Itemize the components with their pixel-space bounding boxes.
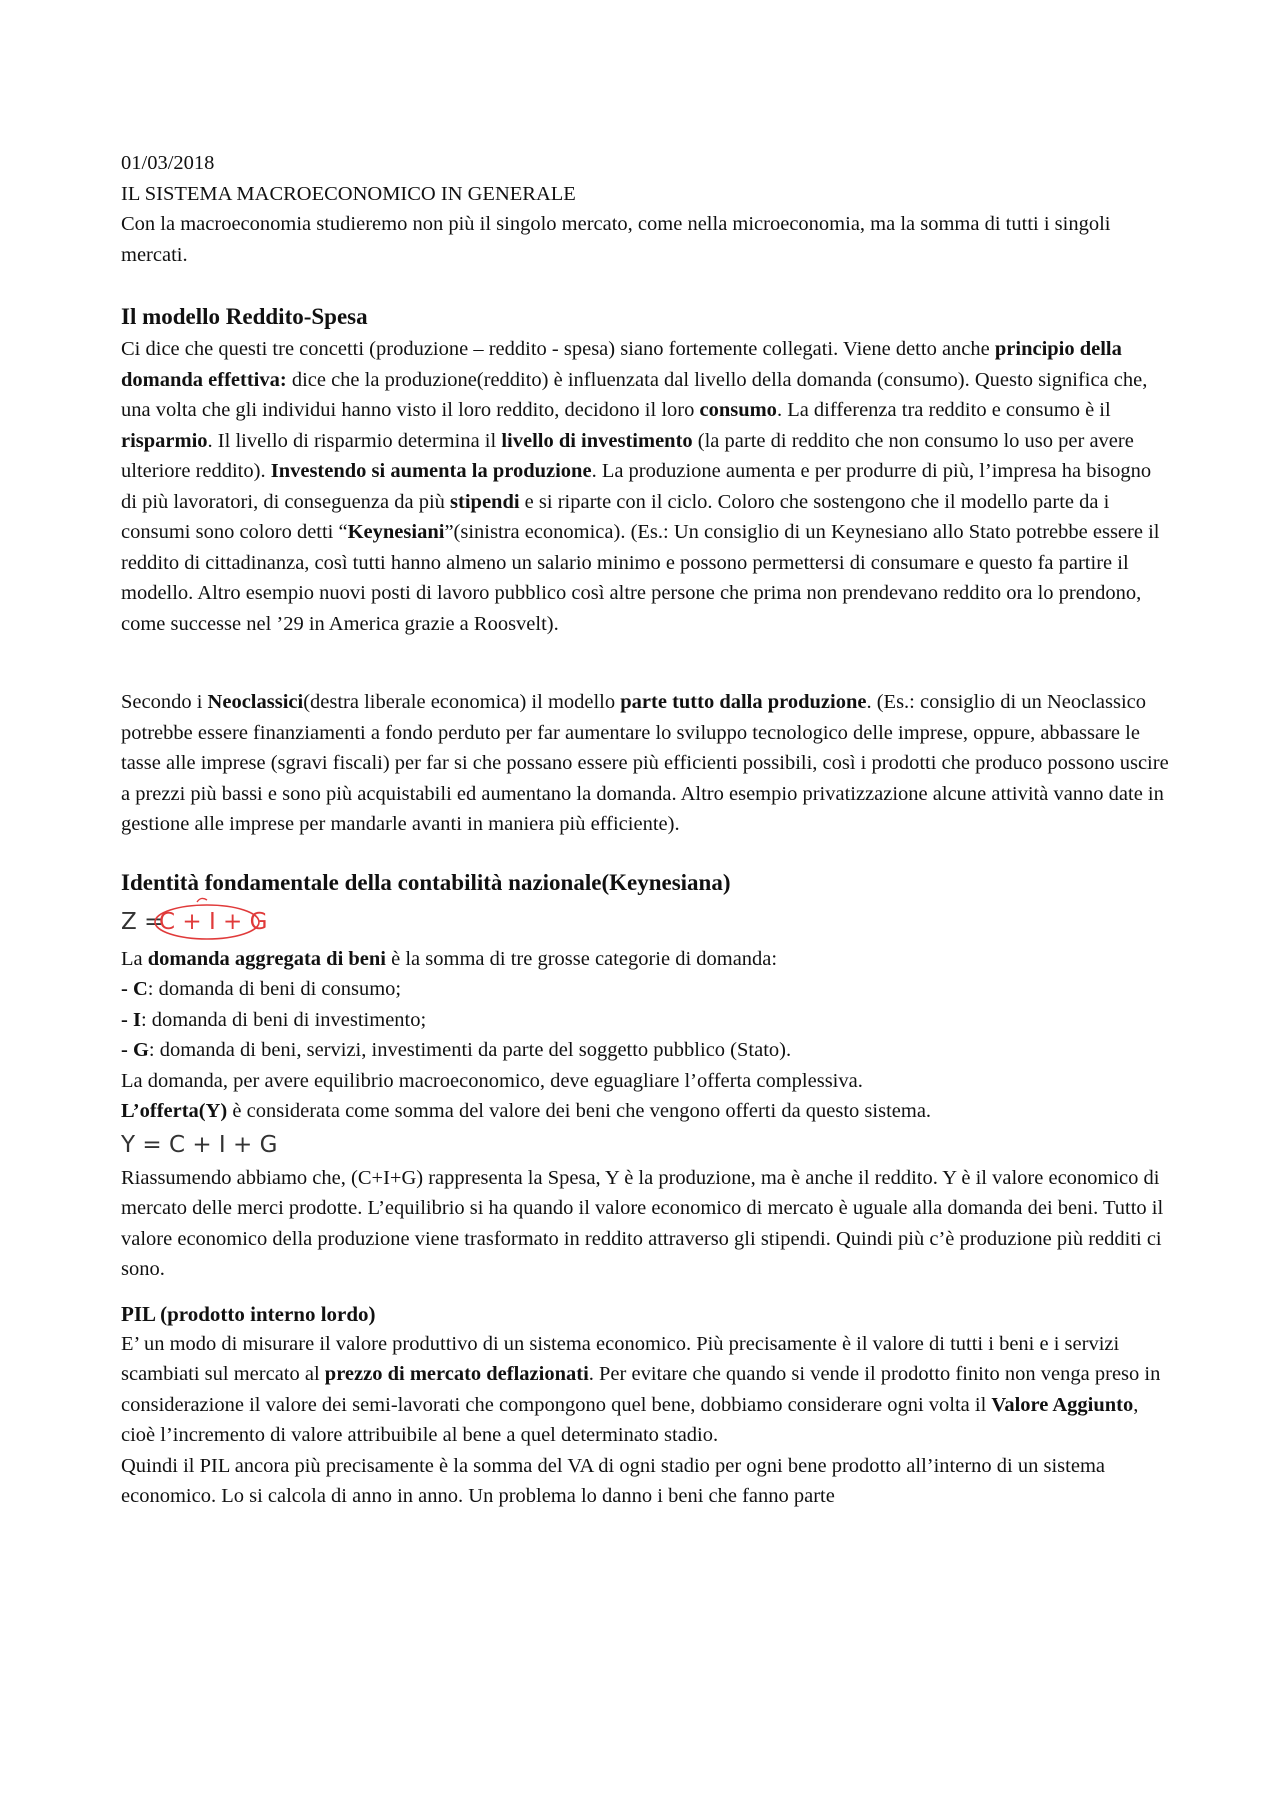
list-item: - G: domanda di beni, servizi, investimenti da parte del soggetto pubblico (Stato). — [121, 1039, 792, 1061]
pil-paragraph: E’ un modo di misurare il valore produttivo di un sistema economico. Più precisamente è il valore di tutti i beni e i servizi scambiati sul mercato al prezzo di mercato deflazionati. Per evitare che quando si vende il prodotto finito non venga preso in considerazione il valore dei semi-lavorati che compongono quel bene, dobbiamo considerare ogni volta il Valore Aggiunto, cioè l’incremento di valore attribuibile al bene a quel determinato stadio. — [121, 1332, 1161, 1446]
list-item: - I: domanda di beni di investimento; — [121, 1008, 427, 1031]
section-heading-reddito-spesa: Il modello Reddito-Spesa — [121, 304, 368, 329]
formula-z-label: Z = — [121, 908, 164, 935]
equilibrio-paragraph: La domanda, per avere equilibrio macroeconomico, deve eguagliare l’offerta complessiva. — [121, 1069, 863, 1092]
section-heading-contabilita: Identità fondamentale della contabilità nazionale(Keynesiana) — [121, 869, 731, 895]
formula-z-image — [121, 900, 1171, 944]
section-heading-pil: PIL (prodotto interno lordo) — [121, 1301, 376, 1326]
pil-paragraph-2: Quindi il PIL ancora più precisamente è la somma del VA di ogni stadio per ogni bene prodotto all’interno di un sistema economico. Lo si calcola di anno in anno. Un problema lo danno i beni che fanno parte — [121, 1454, 1105, 1507]
formula-cig-label: C + I + G — [159, 908, 268, 935]
neoclassici-paragraph: Secondo i Neoclassici(destra liberale economica) il modello parte tutto dalla produzione. (Es.: consiglio di un Neoclassico potrebbe essere finanziamenti a fondo perduto per far aumentare lo sviluppo tecnologico delle imprese, oppure, abbassare le tasse alle imprese (sgravi fiscali) per far si che possano essere più efficienti possibili, così i prodotti che produco possono uscire a prezzi più bassi e sono più acquistabili ed aumentano la domanda. Altro esempio privatizzazione alcune attività vanno date in gestione alle imprese per mandarle avanti in maniera più efficiente). — [121, 691, 1169, 835]
date: 01/03/2018 — [121, 152, 215, 174]
offerta-paragraph: L’offerta(Y) è considerata come somma del valore dei beni che vengono offerti da questo sistema. — [121, 1100, 932, 1122]
reddito-spesa-paragraph: Ci dice che questi tre concetti (produzione – reddito - spesa) siano fortemente collegati. Viene detto anche principio della domanda effettiva: dice che la produzione(reddito) è influenzata dal livello della domanda (consumo). Questo significa che, una volta che gli individui hanno visto il loro reddito, decidono il loro consumo. La differenza tra reddito e consumo è il risparmio. Il livello di risparmio determina il livello di investimento (la parte di reddito che non consumo lo uso per avere ulteriore reddito). Investendo si aumenta la produzione. La produzione aumenta e per produrre di più, l’impresa ha bisogno di più lavoratori, di conseguenza da più stipendi e si riparte con il ciclo. Coloro che sostengono che il modello parte da i consumi sono coloro detti “Keynesiani”(sinistra economica). (Es.: Un consiglio di un Keynesiano allo Stato potrebbe essere il reddito di cittadinanza, così tutti hanno almeno un salario minimo e possono permettersi di consumare e questo fa partire il modello. Altro esempio nuovi posti di lavoro pubblico così altre persone che prima non prendevano reddito ora lo prendono, come successe nel ’29 in America grazie a Roosvelt). — [121, 338, 1160, 635]
riassumendo-paragraph: Riassumendo abbiamo che, (C+I+G) rappresenta la Spesa, Y è la produzione, ma è anche il reddito. Y è il valore economico di mercato delle merci prodotte. L’equilibrio si ha quando il valore economico di mercato è uguale alla domanda dei beni. Tutto il valore economico della produzione viene trasformato in reddito attraverso gli stipendi. Quindi più c’è produzione più redditi ci sono. — [121, 1166, 1164, 1280]
intro-paragraph: Con la macroeconomia studieremo non più il singolo mercato, come nella microeconomia, ma la somma di tutti i singoli mercati. — [121, 213, 1111, 266]
formula-y-image: Y = C + I + G — [121, 1131, 278, 1158]
document-title: IL SISTEMA MACROECONOMICO IN GENERALE — [121, 182, 576, 205]
domanda-aggregata-paragraph: La domanda aggregata di beni è la somma di tre grosse categorie di domanda: — [121, 947, 778, 970]
document-page — [121, 148, 1171, 1512]
list-item: - C: domanda di beni di consumo; — [121, 978, 402, 1000]
